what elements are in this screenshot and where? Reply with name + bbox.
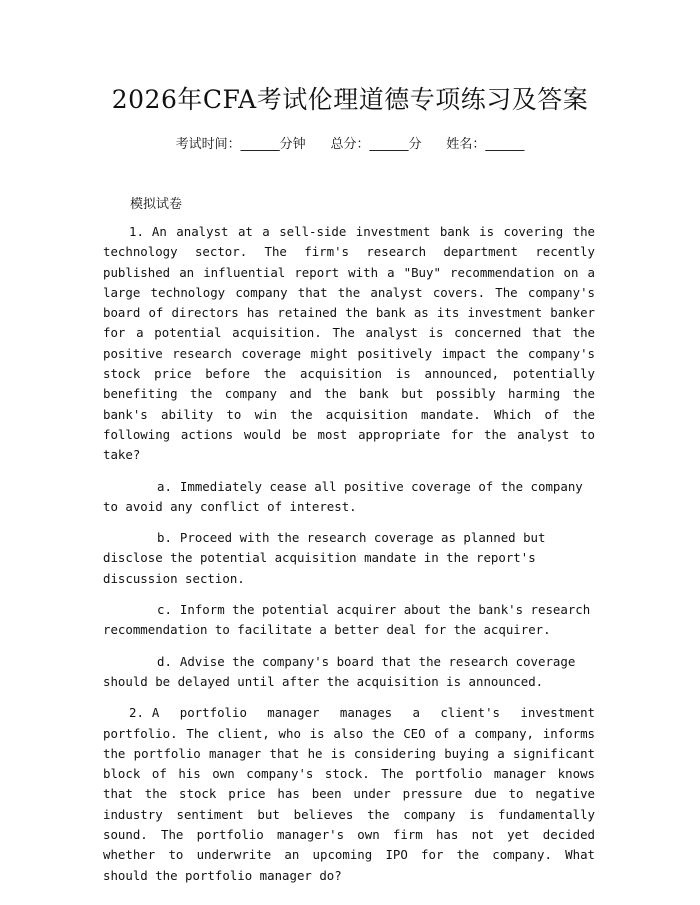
option-b bbox=[103, 528, 595, 589]
document-title: 2026年CFA考试伦理道德专项练习及答案 bbox=[111, 85, 589, 114]
option-text: Proceed with the research coverage as planned but disclose the potential acquisition mandate in the report's discussion section. bbox=[103, 530, 546, 586]
exam-time-label: 考试时间： bbox=[175, 137, 241, 152]
question-list bbox=[103, 222, 595, 897]
total-score-label: 总分： bbox=[330, 137, 370, 152]
option-text: Inform the potential acquirer about the bank's research recommendation to facilitate a better deal for the acquirer. bbox=[103, 602, 591, 638]
exam-time-unit: 分钟 bbox=[279, 137, 306, 152]
option-text: Immediately cease all positive coverage of the company to avoid any conflict of interest. bbox=[103, 478, 583, 514]
exam-info-line bbox=[0, 133, 700, 152]
option-text: Advise the company's board that the research coverage should be delayed until after the acquisition is announced. bbox=[103, 653, 576, 689]
question-1 bbox=[103, 222, 595, 466]
total-score-blank: ______ bbox=[369, 137, 409, 152]
option-letter: c. bbox=[157, 602, 172, 618]
question-text: A portfolio manager manages a client's investment portfolio. The client, who is also the CEO of a company, informs the portfolio manager that he is considering buying a significant block of his own company's stock. The portfolio manager knows that the stock price has been under pressure due to negative industry sentiment but believes the company is fundamentally sound. The portfolio manager's own firm has not yet decided whether to underwrite an upcoming IPO for the company. What should the portfolio manager do? bbox=[103, 705, 595, 883]
option-letter: b. bbox=[157, 530, 172, 546]
option-a bbox=[103, 477, 595, 518]
exam-time-blank: ______ bbox=[240, 137, 280, 152]
question-text: An analyst at a sell-side investment bank is covering the technology sector. The firm's research department recently published an influential report with a "Buy" recommendation on a large technology company that the analyst covers. The company's board of directors has retained the bank as its investment banker for a potential acquisition. The analyst is concerned that the positive research coverage might positively impact the company's stock price before the acquisition is announced, potentially benefiting the company and the bank but possibly harming the bank's ability to win the acquisition mandate. Which of the following actions would be most appropriate for the analyst to take? bbox=[103, 224, 595, 463]
option-letter: a. bbox=[157, 478, 172, 494]
option-c bbox=[103, 600, 595, 641]
option-d bbox=[103, 652, 595, 693]
name-blank: ______ bbox=[485, 137, 525, 152]
option-letter: d. bbox=[157, 653, 172, 669]
total-score-unit: 分 bbox=[408, 137, 422, 152]
question-2 bbox=[103, 703, 595, 886]
name-label: 姓名： bbox=[446, 137, 486, 152]
section-title: 模拟试卷 bbox=[130, 197, 183, 212]
question-number: 1. bbox=[129, 224, 144, 239]
question-number: 2. bbox=[129, 705, 144, 721]
